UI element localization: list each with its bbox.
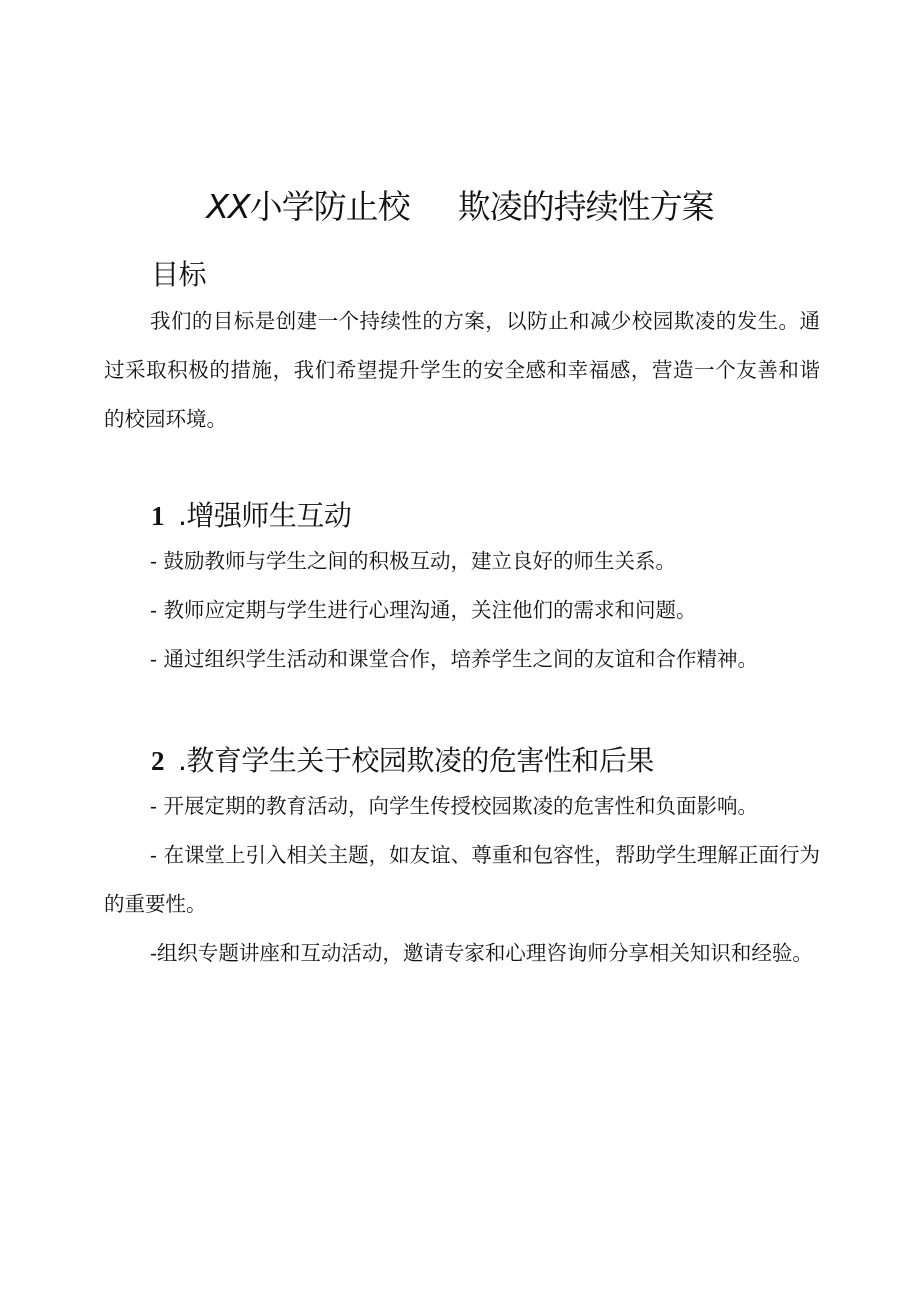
section-2-item-1: - 开展定期的教育活动，向学生传授校园欺凌的危害性和负面影响。: [150, 794, 758, 818]
section-2-item-3: -组织专题讲座和互动活动，邀请专家和心理咨询师分享相关知识和经验。: [150, 941, 813, 965]
goal-heading: 目标: [151, 258, 207, 291]
section-1-item-2: - 教师应定期与学生进行心理沟通，关注他们的需求和问题。: [150, 598, 697, 622]
section-2-item-2: - 在课堂上引入相关主题，如友谊、尊重和包容性，帮助学生理解正面行为的重要性。: [104, 843, 820, 916]
section-2-title: .教育学生关于校园欺凌的危害性和后果: [178, 744, 654, 777]
section-1-title: .增强师生互动: [178, 499, 352, 532]
document-title: [0, 181, 920, 228]
section-2-number: 2: [151, 746, 164, 776]
section-2-heading: [151, 739, 654, 779]
section-1-item-1: - 鼓励教师与学生之间的积极互动，建立良好的师生关系。: [150, 549, 676, 573]
title-prefix: XX: [206, 187, 250, 226]
section-1-item-3: - 通过组织学生活动和课堂合作，培养学生之间的友谊和合作精神。: [150, 647, 758, 671]
title-part-2: 欺凌的持续性方案: [457, 187, 714, 226]
goal-paragraph: 我们的目标是创建一个持续性的方案，以防止和减少校园欺凌的发生。通过采取积极的措施，我们希望提升学生的安全感和幸福感，营造一个友善和谐的校园环境。: [104, 309, 820, 431]
section-1-heading: [151, 494, 351, 534]
section-1-number: 1: [151, 501, 164, 531]
title-part-1: 小学防止校: [249, 187, 410, 226]
